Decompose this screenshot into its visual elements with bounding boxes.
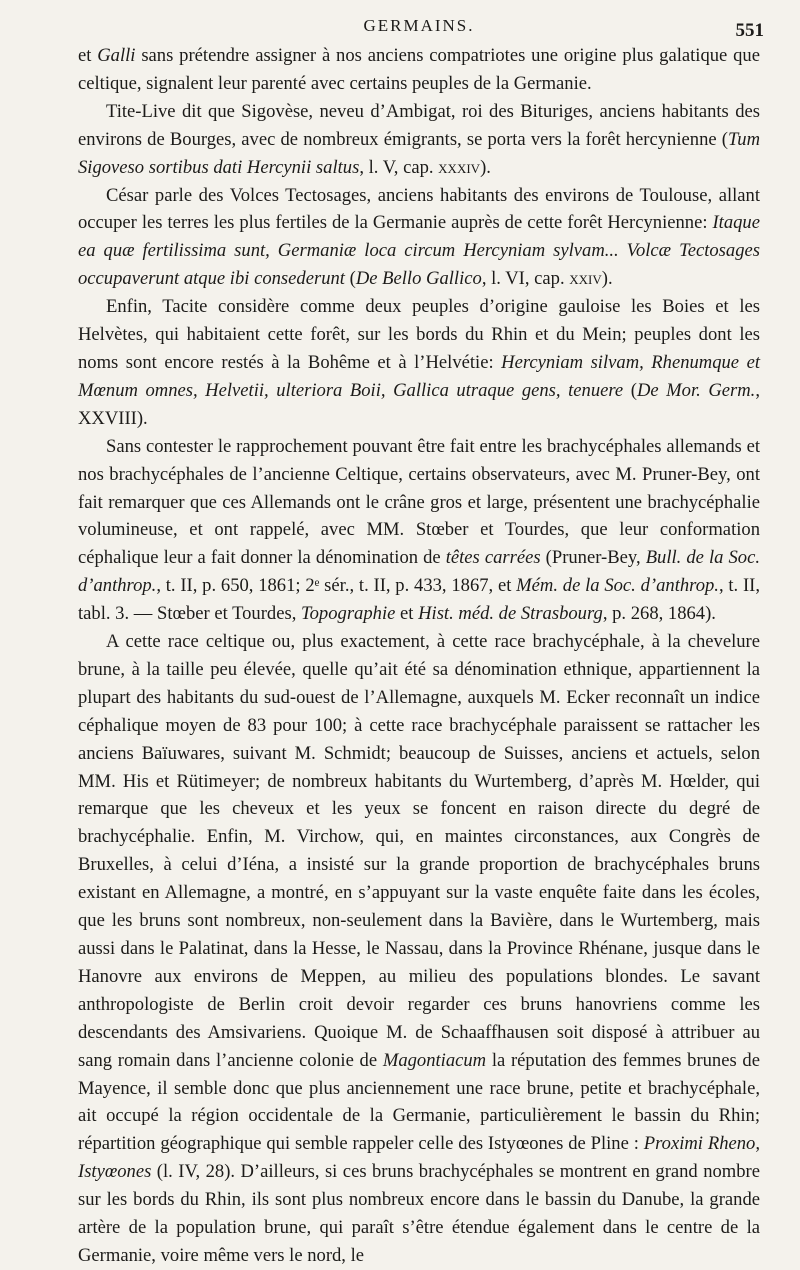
text-run: la réputation des femmes brunes de Mayence, il semble donc que plus anciennement une race brune, petite et brachycéphale, ait occupé la région occidentale de la Germanie, particulièrement le bassin du Rhin; répartition géographique qui semble rappeler celle des Istyœones de Pline :	[78, 1049, 760, 1155]
text-run: , t. II, tabl. 3. — Stœber et Tourdes,	[78, 575, 761, 625]
paragraph	[78, 98, 760, 182]
text-run: sans prétendre assigner à nos anciens compatriotes une origine plus galatique que celtique, signalent leur parenté avec certains peuples de la Germanie.	[78, 45, 760, 94]
italic-text: Mém. de la Soc. d’anthrop.	[516, 575, 719, 597]
text-run: A cette race celtique ou, plus exactement, à cette race brachycéphale, à la chevelure brune, à la taille peu élevée, quelle qu’ait été sa dénomination ethnique, appartiennent la plupart des habitants du sud-ouest de l’Allemagne, auxquels M. Ecker reconnaît un indice céphalique moyen de 83 pour 100; à cette race brachycéphale paraissent se rattacher les anciens Baïuwares, suivant M. Schmidt; beaucoup de Suisses, anciens et actuels, selon MM. His et Rütimeyer; de nombreux habitants du Wurtemberg, d’après M. Hœlder, qui remarque que les cheveux et les yeux se foncent en raison directe du degré de brachycéphalie. Enfin, M. Virchow, qui, en maintes circonstances, aux Congrès de Bruxelles, à celui d’Iéna, a insisté sur la grande proportion de brachycéphales bruns existant en Allemagne, a montré, en s’appuyant sur la vaste enquête faite dans les écoles, que les bruns sont nombreux, non-seulement dans la Bavière, dans le Wurtemberg, mais aussi dans le Palatinat, dans la Hesse, le Nassau, dans la Province Rhénane, jusque dans le Hanovre aux environs de Meppen, au milieu des populations blondes. Le savant anthropologiste de Berlin croit devoir regarder ces bruns hanovriens comme les descendants des Amsivariens. Quoique M. de Schaaffhausen soit disposé à attribuer au sang romain dans l’ancienne colonie de	[78, 631, 760, 1071]
paragraph	[78, 182, 760, 294]
text-run: (	[623, 379, 637, 401]
italic-text: Tum Sigoveso sortibus dati Hercynii saltus	[78, 128, 760, 178]
text-run: César parle des Volces Tectosages, anciens habitants des environs de Toulouse, allant occuper les terres les plus fertiles de la Germanie auprès de cette forêt Hercynienne:	[78, 184, 760, 234]
text-run: Sans contester le rapprochement pouvant être fait entre les brachycéphales allemands et nos brachycéphales de l’ancienne Celtique, certains observateurs, avec M. Pruner-Bey, ont fait remarquer que ces Allemands ont le crâne gros et large, présentent une brachycéphalie volumineuse, et ont rappelé, avec MM. Stœber et Tourdes, que leur conformation céphalique leur a fait donner la dénomination de	[78, 435, 760, 569]
body-text	[78, 42, 760, 1270]
italic-text: Proximi Rheno, Istyœones	[78, 1133, 760, 1183]
small-caps-text: xxxiv	[438, 156, 481, 178]
italic-text: têtes carrées	[445, 547, 541, 569]
text-run: ).	[601, 268, 613, 290]
text-run: ).	[480, 156, 491, 178]
text-run: , l. V, cap.	[359, 156, 439, 178]
text-run: , t. II, p. 650, 1861; 2ᵉ sér., t. II, p. 433, 1867, et	[156, 575, 517, 597]
text-run: (Pruner-Bey,	[540, 547, 646, 569]
text-run: et	[78, 45, 98, 66]
italic-text: Galli	[97, 45, 136, 66]
paragraph	[78, 42, 760, 98]
text-run: , p. 268, 1864).	[602, 603, 716, 625]
page-header	[78, 14, 764, 42]
paragraph	[78, 433, 760, 628]
paragraph	[78, 628, 760, 1270]
small-caps-text: xxiv	[569, 268, 602, 290]
italic-text: Itaque ea quæ fertilissima sunt, Germaniæ loca circum Hercyniam sylvam... Volcæ Tectosages occupaverunt atque ibi consederunt	[78, 212, 760, 290]
italic-text: Hist. méd. de Strasbourg	[418, 603, 603, 625]
italic-text: De Bello Gallico	[355, 268, 482, 290]
italic-text: Hercyniam silvam, Rhenumque et Mœnum omnes, Helvetii, ulteriora Boii, Gallica utraque gens, tenuere	[78, 351, 760, 401]
text-run: Tite-Live dit que Sigovèse, neveu d’Ambigat, roi des Bituriges, anciens habitants des environs de Bourges, avec de nombreux émigrants, se porta vers la forêt hercynienne (	[78, 100, 760, 150]
italic-text: Magontiacum	[382, 1049, 487, 1071]
paragraph	[78, 293, 760, 433]
italic-text: De Mor. Germ.	[636, 379, 756, 401]
page-number: 551	[735, 20, 764, 41]
running-head: GERMAINS.	[363, 16, 475, 35]
text-run: Enfin, Tacite considère comme deux peuples d’origine gauloise les Boies et les Helvètes, qui habitaient cette forêt, sur les bords du Rhin et du Mein; peuples dont les noms sont encore restés à la Bohême et à l’Helvétie:	[78, 296, 760, 373]
text-run: (l. IV, 28). D’ailleurs, si ces bruns brachycéphales se montrent en grand nombre sur les bords du Rhin, ils sont plus nombreux encore dans le bassin du Danube, la grande artère de la population brune, qui paraît s’être étendue également dans le centre de la Germanie, voire même vers le nord, le	[78, 1161, 760, 1266]
text-run: (	[344, 268, 356, 290]
text-run: , XXVIII).	[78, 379, 760, 429]
italic-text: Topographie	[301, 603, 396, 625]
text-run: , l. VI, cap.	[481, 268, 570, 290]
italic-text: Bull. de la Soc. d’anthrop.	[78, 547, 760, 597]
text-run: et	[395, 603, 419, 625]
